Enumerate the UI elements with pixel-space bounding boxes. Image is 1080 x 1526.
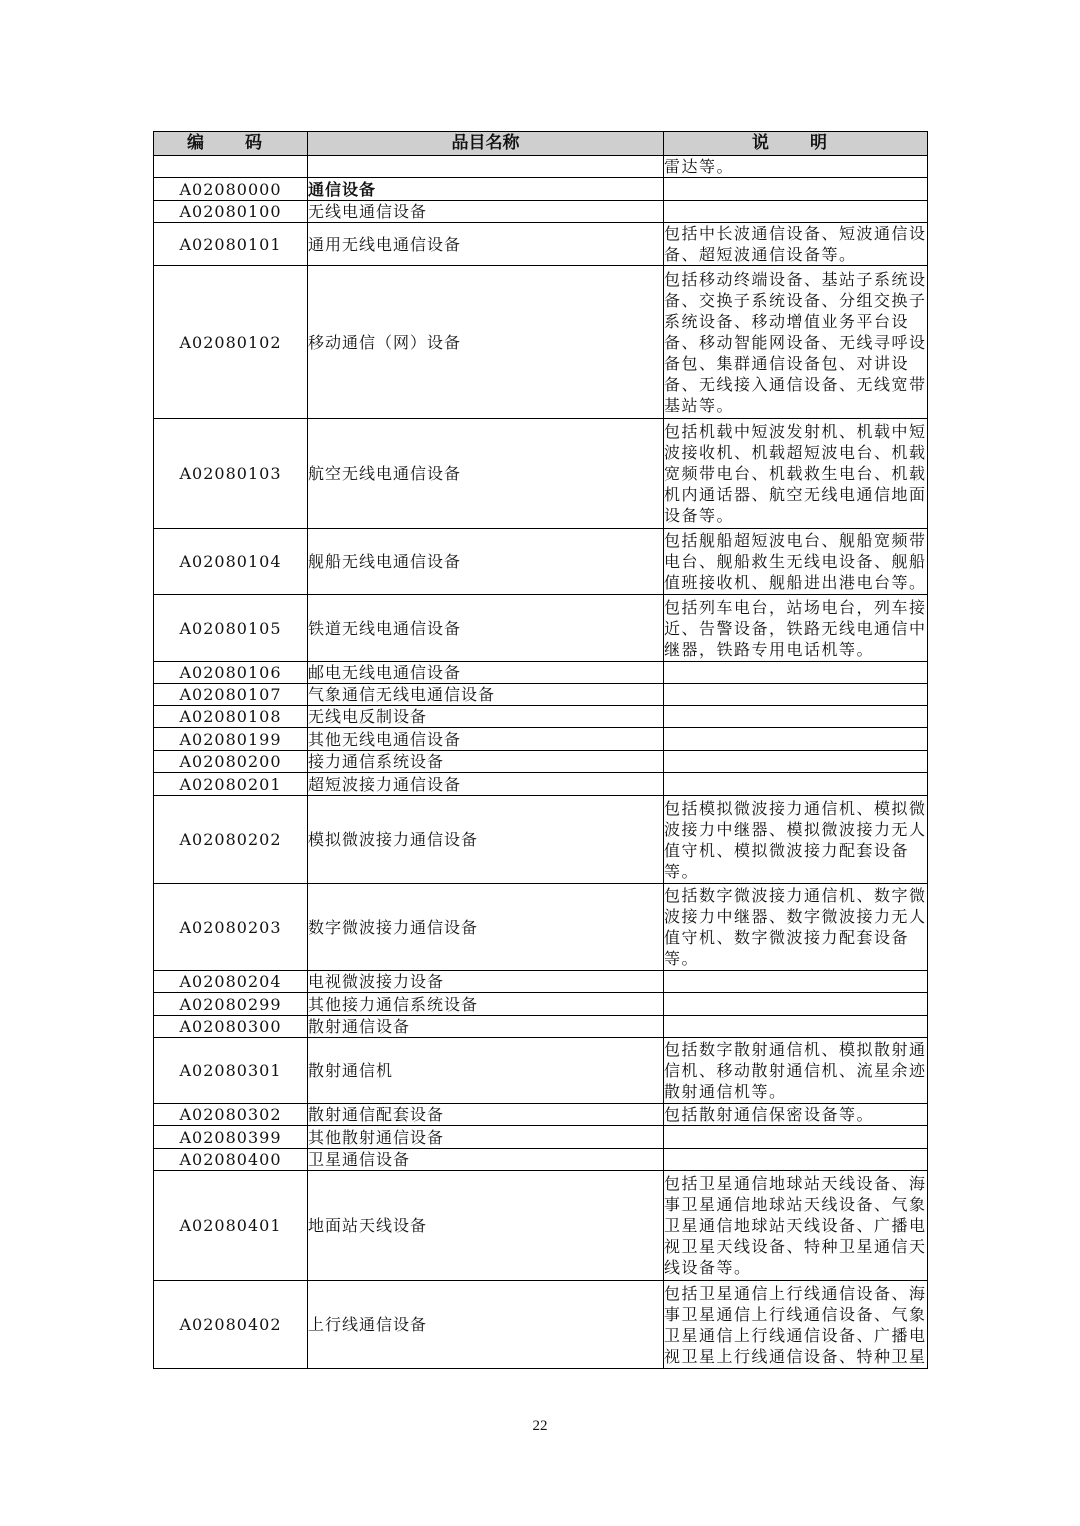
table-row [154, 1016, 928, 1038]
code-cell: A02080199 [154, 728, 308, 751]
code-cell [154, 156, 308, 178]
table-row [154, 971, 928, 993]
code-cell: A02080300 [154, 1016, 308, 1038]
table-row [154, 201, 928, 223]
description-cell: 包括模拟微波接力通信机、模拟微波接力中继器、模拟微波接力无人值守机、模拟微波接力配套设备等。 [664, 796, 928, 884]
item-name-cell: 散射通信设备 [308, 1016, 664, 1038]
code-cell: A02080103 [154, 419, 308, 529]
item-name-cell: 通信设备 [308, 178, 664, 201]
item-name-cell: 无线电反制设备 [308, 706, 664, 728]
description-cell [664, 662, 928, 684]
description-cell: 包括散射通信保密设备等。 [664, 1104, 928, 1126]
item-name-cell: 航空无线电通信设备 [308, 419, 664, 529]
table-row [154, 1038, 928, 1104]
table-row [154, 751, 928, 773]
code-cell: A02080200 [154, 751, 308, 773]
description-cell [664, 1149, 928, 1171]
header-code: 编 码 [154, 132, 308, 156]
item-name-cell: 模拟微波接力通信设备 [308, 796, 664, 884]
code-cell: A02080401 [154, 1171, 308, 1281]
code-cell: A02080105 [154, 595, 308, 662]
description-cell [664, 178, 928, 201]
description-cell [664, 993, 928, 1016]
code-cell: A02080000 [154, 178, 308, 201]
item-name-cell: 移动通信（网）设备 [308, 266, 664, 419]
table-row [154, 796, 928, 884]
code-cell: A02080400 [154, 1149, 308, 1171]
description-cell [664, 684, 928, 706]
item-name-cell: 超短波接力通信设备 [308, 773, 664, 796]
description-cell [664, 971, 928, 993]
table-row [154, 1149, 928, 1171]
description-cell [664, 201, 928, 223]
table-row [154, 595, 928, 662]
description-cell [664, 728, 928, 751]
code-cell: A02080202 [154, 796, 308, 884]
catalog-table [153, 131, 928, 1369]
description-cell: 包括列车电台，站场电台，列车接近、告警设备，铁路无线电通信中继器，铁路专用电话机等。 [664, 595, 928, 662]
item-name-cell: 邮电无线电通信设备 [308, 662, 664, 684]
description-cell [664, 1126, 928, 1149]
item-name-cell [308, 156, 664, 178]
description-cell: 包括移动终端设备、基站子系统设备、交换子系统设备、分组交换子系统设备、移动增值业务平台设备、移动智能网设备、无线寻呼设备包、集群通信设备包、对讲设备、无线接入通信设备、无线宽带基站等。 [664, 266, 928, 419]
item-name-cell: 散射通信机 [308, 1038, 664, 1104]
item-name-cell: 其他无线电通信设备 [308, 728, 664, 751]
item-name-cell: 电视微波接力设备 [308, 971, 664, 993]
code-cell: A02080204 [154, 971, 308, 993]
table-row [154, 223, 928, 266]
code-cell: A02080101 [154, 223, 308, 266]
table-row [154, 993, 928, 1016]
item-name-cell: 其他接力通信系统设备 [308, 993, 664, 1016]
table-row [154, 662, 928, 684]
item-name-cell: 接力通信系统设备 [308, 751, 664, 773]
table-row [154, 178, 928, 201]
description-cell: 包括数字散射通信机、模拟散射通信机、移动散射通信机、流星余迹散射通信机等。 [664, 1038, 928, 1104]
item-name-cell: 通用无线电通信设备 [308, 223, 664, 266]
table-row [154, 728, 928, 751]
code-cell: A02080301 [154, 1038, 308, 1104]
table-row [154, 1104, 928, 1126]
item-name-cell: 气象通信无线电通信设备 [308, 684, 664, 706]
table-row [154, 266, 928, 419]
item-name-cell: 地面站天线设备 [308, 1171, 664, 1281]
description-cell: 包括中长波通信设备、短波通信设备、超短波通信设备等。 [664, 224, 927, 264]
code-cell: A02080302 [154, 1104, 308, 1126]
table-body [154, 156, 928, 1369]
code-cell: A02080299 [154, 993, 308, 1016]
code-cell: A02080399 [154, 1126, 308, 1149]
table-row [154, 684, 928, 706]
item-name-cell: 上行线通信设备 [308, 1281, 664, 1369]
table-row [154, 156, 928, 178]
code-cell: A02080104 [154, 529, 308, 595]
item-name-cell: 其他散射通信设备 [308, 1126, 664, 1149]
item-name-cell: 散射通信配套设备 [308, 1104, 664, 1126]
page-number: 22 [532, 1418, 548, 1434]
table-row [154, 773, 928, 796]
code-cell: A02080203 [154, 884, 308, 971]
item-name-cell: 无线电通信设备 [308, 201, 664, 223]
description-cell [664, 706, 928, 728]
description-cell: 包括卫星通信上行线通信设备、海事卫星通信上行线通信设备、气象卫星通信上行线通信设备、广播电视卫星上行线通信设备、特种卫星 [664, 1281, 928, 1369]
table-row [154, 706, 928, 728]
header-desc: 说 明 [664, 132, 928, 156]
code-cell: A02080102 [154, 266, 308, 419]
table-row [154, 1171, 928, 1281]
table-header-row [154, 132, 928, 156]
table-row [154, 1126, 928, 1149]
item-name-cell: 卫星通信设备 [308, 1149, 664, 1171]
description-cell: 包括舰船超短波电台、舰船宽频带电台、舰船救生无线电设备、舰船值班接收机、舰船进出港电台等。 [664, 529, 928, 595]
code-cell: A02080402 [154, 1281, 308, 1369]
code-cell: A02080108 [154, 706, 308, 728]
item-name-cell: 舰船无线电通信设备 [308, 529, 664, 595]
description-cell [664, 751, 928, 773]
item-name-cell: 数字微波接力通信设备 [308, 884, 664, 971]
description-cell: 包括机载中短波发射机、机载中短波接收机、机载超短波电台、机载宽频带电台、机载救生电台、机载机内通话器、航空无线电通信地面设备等。 [664, 419, 928, 529]
table-row [154, 529, 928, 595]
table-row [154, 1281, 928, 1369]
description-cell: 雷达等。 [664, 156, 928, 178]
code-cell: A02080100 [154, 201, 308, 223]
description-cell: 包括卫星通信地球站天线设备、海事卫星通信地球站天线设备、气象卫星通信地球站天线设备、广播电视卫星天线设备、特种卫星通信天线设备等。 [664, 1171, 928, 1281]
table-row [154, 419, 928, 529]
description-cell [664, 1016, 928, 1038]
header-name: 品目名称 [308, 132, 664, 156]
item-name-cell: 铁道无线电通信设备 [308, 595, 664, 662]
description-cell: 包括数字微波接力通信机、数字微波接力中继器、数字微波接力无人值守机、数字微波接力配套设备等。 [664, 884, 928, 971]
table-row [154, 884, 928, 971]
code-cell: A02080107 [154, 684, 308, 706]
description-cell [664, 773, 928, 796]
code-cell: A02080201 [154, 773, 308, 796]
code-cell: A02080106 [154, 662, 308, 684]
